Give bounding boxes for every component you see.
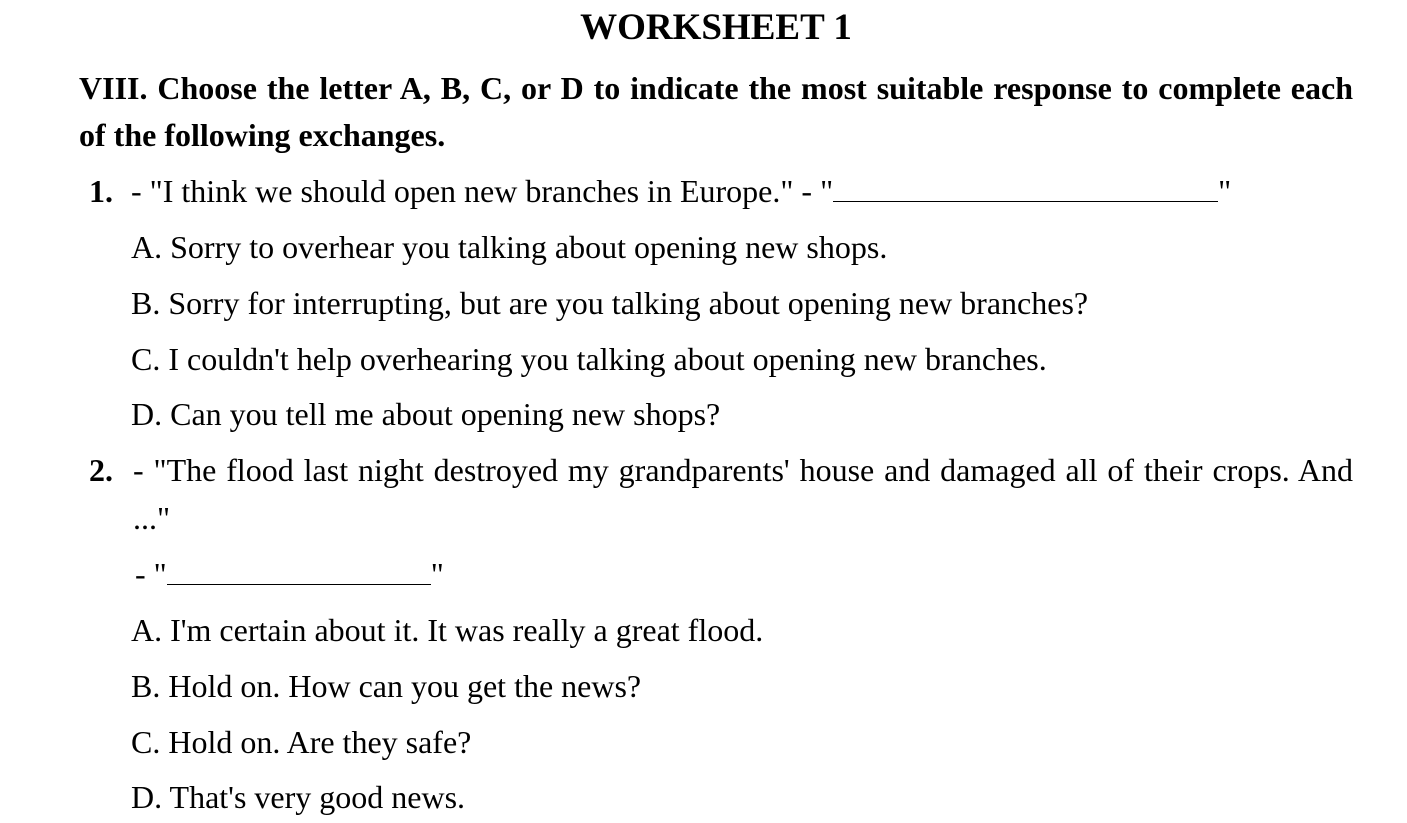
question-2-option-d: D. That's very good news. [131,779,466,815]
question-2-response-close: " [430,556,444,592]
question-2-prompt: - "The flood last night destroyed my grandparents' house and damaged all of their crops. And ..." [133,452,1353,536]
question-1-prompt [131,167,1231,215]
question-1-number: 1. [89,173,113,209]
question-1-option-a: A. Sorry to overhear you talking about opening new shops. [131,229,888,265]
question-2-response [135,550,444,598]
question-1-option-c: C. I couldn't help overhearing you talking about opening new branches. [131,341,1047,377]
question-2-number: 2. [89,452,113,488]
question-2-option-c: C. Hold on. Are they safe? [131,724,472,760]
question-2-option-b: B. Hold on. How can you get the news? [131,668,642,704]
question-2-answer-blank [167,554,431,585]
worksheet-title: WORKSHEET 1 [580,7,852,48]
section-instruction: VIII. Choose the letter A, B, C, or D to indicate the most suitable response to complete each of the following exchanges. [79,70,1353,153]
question-2-option-a: A. I'm certain about it. It was really a great flood. [131,612,764,648]
question-2-response-open: - " [135,556,167,592]
question-1-answer-blank [833,171,1218,202]
question-1-option-b: B. Sorry for interrupting, but are you talking about opening new branches? [131,285,1089,321]
question-1-option-d: D. Can you tell me about opening new shops? [131,396,721,432]
question-1-prompt-close: " [1218,173,1232,209]
question-1-prompt-text: - "I think we should open new branches in Europe." - " [131,173,834,209]
